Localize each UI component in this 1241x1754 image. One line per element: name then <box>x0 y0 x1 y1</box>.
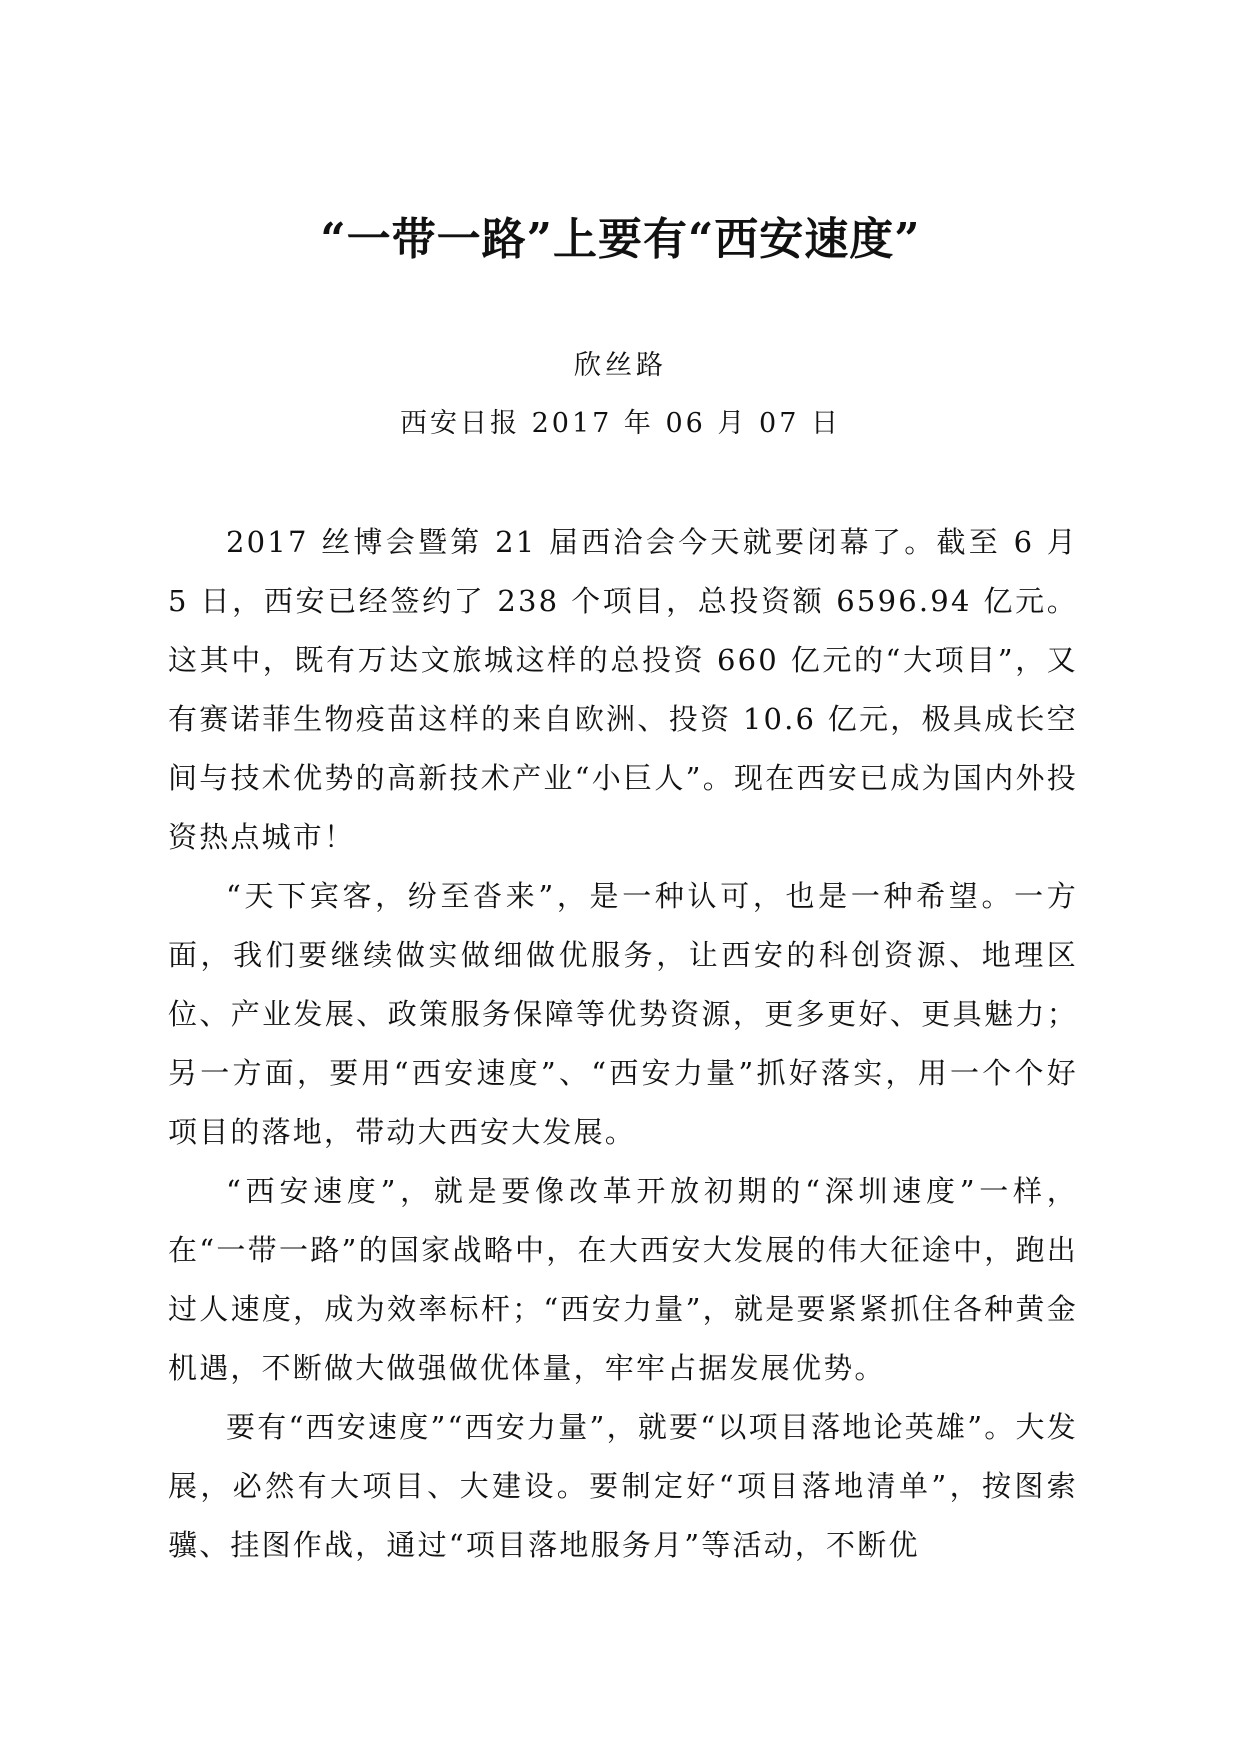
article-source-date: 西安日报 2017 年 06 月 07 日 <box>400 408 841 439</box>
article-author: 欣丝路 <box>574 350 667 381</box>
paragraph-1: 2017 丝博会暨第 21 届西洽会今天就要闭幕了。截至 6 月 5 日，西安已经签约了 238 个项目，总投资额 6596.94 亿元。这其中，既有万达文旅城这样的总投资 660 亿元的“大项目”，又有赛诺菲生物疫苗这样的来自欧洲、投资 10.6 亿元，极具成长空间与技术优势的高新技术产业“小巨人”。现在西安已成为国内外投资热点城市！ <box>168 525 1078 854</box>
paragraph-4: 要有“西安速度”“西安力量”，就要“以项目落地论英雄”。大发展，必然有大项目、大建设。要制定好“项目落地清单”，按图索骥、挂图作战，通过“项目落地服务月”等活动，不断优 <box>168 1410 1078 1562</box>
paragraph-2: “天下宾客，纷至沓来”，是一种认可，也是一种希望。一方面，我们要继续做实做细做优服务，让西安的科创资源、地理区位、产业发展、政策服务保障等优势资源，更多更好、更具魅力；另一方面，要用“西安速度”、“西安力量”抓好落实，用一个个好项目的落地，带动大西安大发展。 <box>168 879 1078 1149</box>
article-body <box>168 513 1078 1575</box>
article-title: “一带一路”上要有“西安速度” <box>320 214 921 265</box>
paragraph-3: “西安速度”，就是要像改革开放初期的“深圳速度”一样，在“一带一路”的国家战略中，在大西安大发展的伟大征途中，跑出过人速度，成为效率标杆；“西安力量”，就是要紧紧抓住各种黄金机遇，不断做大做强做优体量，牢牢占据发展优势。 <box>168 1174 1078 1385</box>
